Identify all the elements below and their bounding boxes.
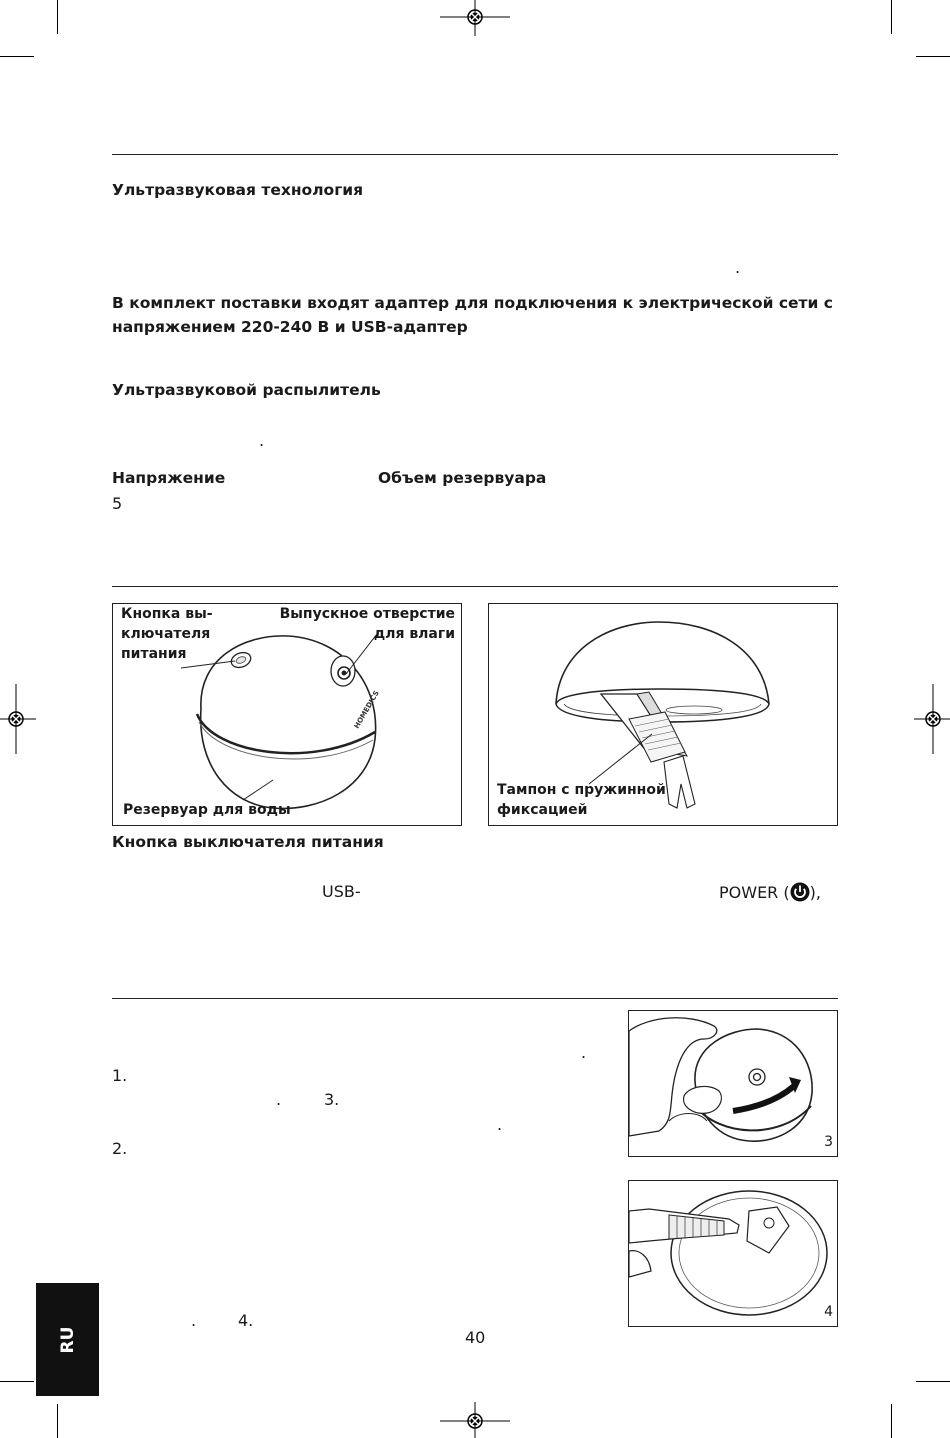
stray-period: . [191, 1311, 197, 1330]
figure-humidifier-parts [112, 603, 462, 826]
crop-mark [57, 0, 58, 34]
figure-wick [488, 603, 838, 826]
hand-rotating-sphere-illustration [629, 1011, 837, 1156]
heading-ultrasonic-technology: Ультразвуковая технология [112, 181, 364, 199]
page-number: 40 [465, 1328, 486, 1347]
crop-mark [0, 1381, 34, 1382]
stray-period: . [259, 431, 265, 450]
step-1-number: 1. [112, 1066, 128, 1085]
power-text-end: ), [809, 883, 821, 902]
figure-step-3 [628, 1010, 838, 1157]
crop-mark [916, 56, 950, 57]
step-4-number: 4. [238, 1311, 254, 1330]
crop-mark [891, 1404, 892, 1438]
language-tab [36, 1283, 99, 1396]
figure-step-4 [628, 1180, 838, 1327]
power-text: POWER ( [719, 883, 790, 902]
power-icon [790, 882, 810, 902]
power-label [719, 882, 821, 902]
brand-logo: HOMEDICS [352, 689, 381, 730]
stray-period: . [735, 258, 741, 277]
label-moisture-outlet: Выпускное отверстие для влаги [279, 606, 455, 642]
step-2-number: 2. [112, 1139, 128, 1158]
figure-number: 3 [824, 1134, 833, 1150]
crop-mark [0, 56, 34, 57]
voltage-value: 5 [112, 494, 123, 513]
registration-mark-top [440, 0, 510, 36]
step-3-number: 3. [324, 1090, 340, 1109]
label-reservoir-capacity: Объем резервуара [378, 469, 547, 487]
usb-text: USB- [322, 882, 361, 901]
label-power-button: Кнопка вы- ключателя питания [121, 606, 213, 662]
registration-mark-right [914, 684, 950, 754]
crop-mark [57, 1404, 58, 1438]
crop-mark [916, 1381, 950, 1382]
section-divider [112, 586, 838, 587]
stray-period: . [497, 1115, 503, 1134]
kit-contents-line-2: напряжением 220-240 В и USB-адаптер [112, 318, 468, 336]
registration-mark-bottom [440, 1402, 510, 1438]
section-divider [112, 998, 838, 999]
label-spring-wick: Тампон с пружинной фиксацией [497, 782, 666, 818]
crop-mark [891, 0, 892, 34]
figure-number: 4 [824, 1304, 833, 1320]
stray-period: . [276, 1090, 282, 1109]
heading-power-button: Кнопка выключателя питания [112, 833, 384, 851]
section-divider [112, 154, 838, 155]
stray-period: . [581, 1043, 587, 1062]
label-water-reservoir: Резервуар для воды [123, 802, 291, 818]
heading-ultrasonic-atomizer: Ультразвуковой распылитель [112, 381, 381, 399]
language-tab-label: RU [57, 1326, 78, 1353]
label-voltage: Напряжение [112, 469, 226, 487]
wick-insertion-illustration [629, 1181, 837, 1326]
registration-mark-left [0, 684, 36, 754]
kit-contents-line-1: В комплект поставки входят адаптер для подключения к электрической сети с [112, 294, 833, 312]
